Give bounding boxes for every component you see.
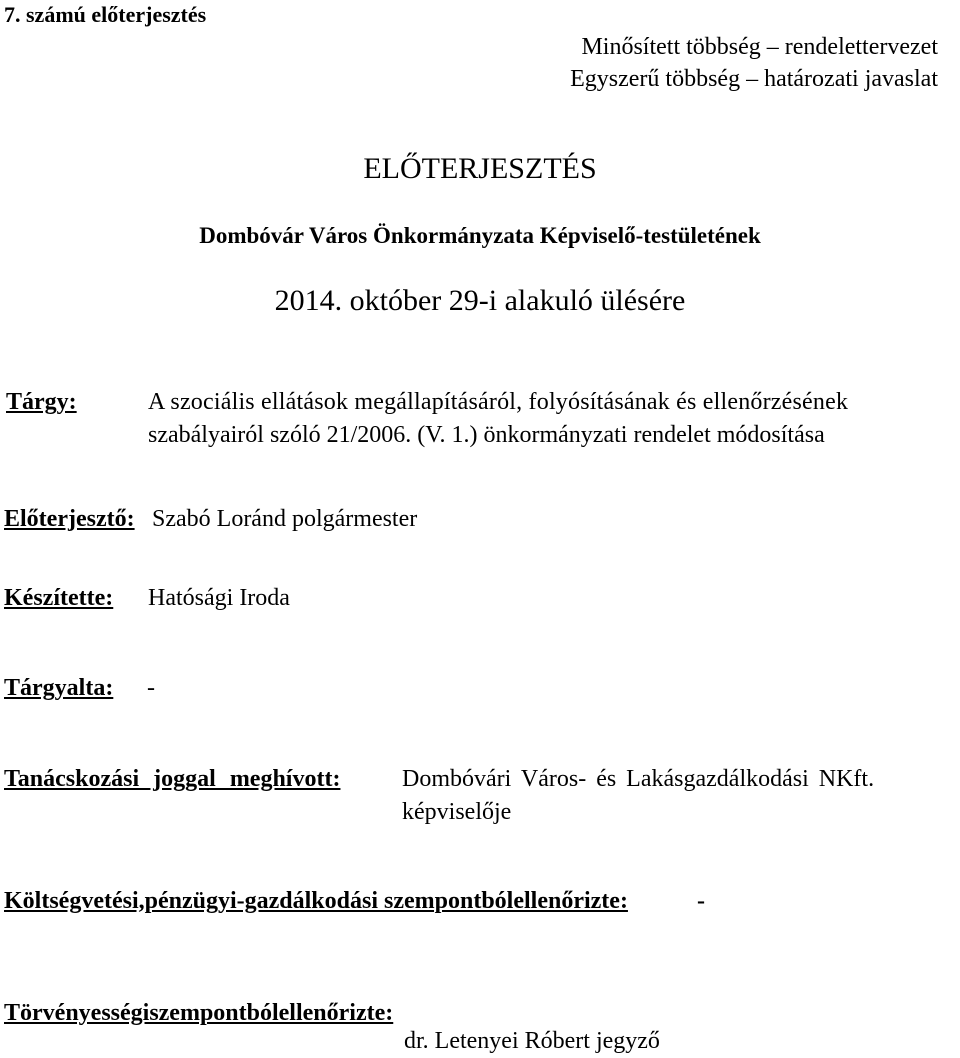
budget-check-value: - (697, 888, 705, 914)
subject-line-2: szabályairól szóló 21/2006. (V. 1.) önkormányzati rendelet módosítása (148, 422, 825, 448)
majority-line-1: Minősített többség – rendelettervezet (581, 34, 938, 60)
prepared-by-value: Hatósági Iroda (148, 585, 290, 611)
legal-check-label: Törvényességiszempontbólellenőrizte: (4, 1000, 394, 1026)
invited-line-2: képviselője (402, 799, 512, 825)
presenter-value: Szabó Loránd polgármester (152, 506, 418, 532)
invited-line-1: Dombóvári Város- és Lakásgazdálkodási NKft. (402, 766, 875, 792)
addressee: Dombóvár Város Önkormányzata Képviselő-testületének (199, 223, 761, 248)
agenda-number: 7. számú előterjesztés (4, 2, 207, 27)
document-title: ELŐTERJESZTÉS (363, 152, 597, 185)
legal-check-value: dr. Letenyei Róbert jegyző (404, 1028, 660, 1054)
subject-label: Tárgy: (6, 389, 77, 415)
presenter-label: Előterjesztő: (4, 506, 135, 532)
meeting-date: 2014. október 29-i alakuló ülésére (274, 284, 686, 317)
majority-line-2: Egyszerű többség – határozati javaslat (570, 66, 938, 92)
subject-line-1: A szociális ellátások megállapításáról, folyósításának és ellenőrzésének (148, 389, 849, 415)
invited-label: Tanácskozási joggal meghívott: (4, 766, 341, 792)
prepared-by-label: Készítette: (4, 585, 114, 611)
discussed-by-value: - (147, 675, 155, 701)
discussed-by-label: Tárgyalta: (4, 675, 114, 701)
budget-check-label: Költségvetési,pénzügyi-gazdálkodási szempontbólellenőrizte: (4, 888, 628, 914)
